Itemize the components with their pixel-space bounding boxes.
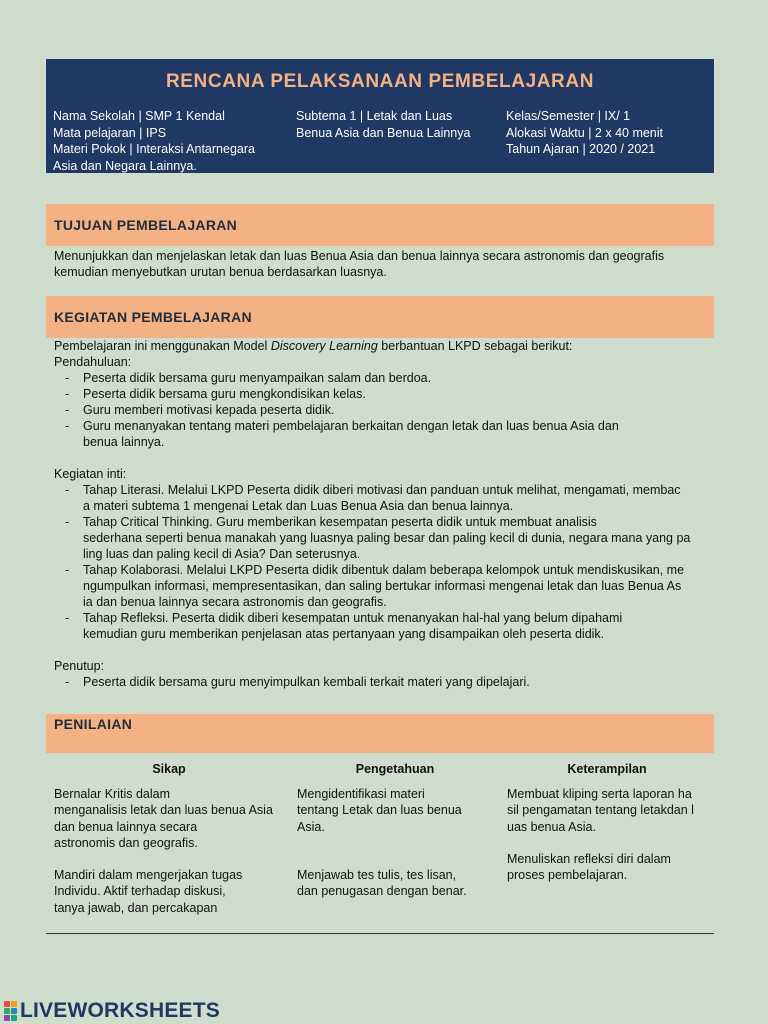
- section-tujuan-header: [46, 204, 714, 246]
- list-item-line: kemudian guru memberikan penjelasan atas pertanyaan yang disampaikan oleh peserta didik.: [83, 627, 605, 641]
- list-item: [54, 562, 690, 610]
- text-line: Menuliskan refleksi diri dalam: [507, 852, 671, 866]
- list-item-line: - Guru menanyakan tentang materi pembelajaran berkaitan dengan letak dan luas benua Asia dan: [83, 419, 619, 433]
- list-item-line: sederhana seperti benua manakah yang luasnya paling besar dan paling kecil di dunia, negara mana yang pa: [83, 531, 691, 545]
- section-penilaian-header: [46, 714, 714, 753]
- header-subtheme: [296, 108, 470, 141]
- text-line: tanya jawab, dan percakapan: [54, 900, 218, 915]
- tujuan-text: [54, 248, 664, 280]
- kegiatan-intro: Pembelajaran ini menggunakan Model Discovery Learning berbantuan LKPD sebagai berikut:: [54, 339, 573, 353]
- document-header: [46, 59, 714, 173]
- penutup-list: [54, 674, 690, 690]
- section-heading: TUJUAN PEMBELAJARAN: [54, 217, 238, 233]
- main-topic-cont: Asia dan Negara Lainnya.: [53, 158, 197, 173]
- sikap-block-2: [54, 867, 242, 916]
- list-item: [54, 610, 690, 642]
- text-line: Mengidentifikasi materi: [297, 787, 425, 801]
- pengetahuan-block-2: [297, 867, 467, 900]
- sikap-block-1: [54, 786, 273, 851]
- list-item-line: - Tahap Literasi. Melalui LKPD Peserta didik diberi motivasi dan panduan untuk melihat, mengamati, membac: [83, 483, 681, 497]
- text-line: sil pengamatan tentang letakdan l: [507, 803, 694, 818]
- list-item-line: a materi subtema 1 mengenai Letak dan Luas Benua Asia dan benua lainnya.: [83, 499, 514, 513]
- pendahuluan-list: [54, 370, 690, 450]
- text-line: Mandiri dalam mengerjakan tugas: [54, 868, 243, 882]
- list-item-line: - Peserta didik bersama guru menyimpulkan kembali terkait materi yang dipelajari.: [83, 675, 530, 689]
- text-line: Bernalar Kritis dalam: [54, 787, 171, 801]
- list-item: [54, 482, 690, 514]
- list-item: [54, 402, 690, 418]
- text-line: Asia.: [297, 819, 325, 834]
- list-item-line: - Peserta didik bersama guru mengkondisikan kelas.: [83, 387, 366, 401]
- logo-text: LIVEWORKSHEETS: [20, 999, 220, 1022]
- section-heading: PENILAIAN: [54, 716, 133, 732]
- logo-blocks-icon: [4, 1001, 18, 1021]
- inti-list: [54, 482, 690, 642]
- keterampilan-block-2: [507, 851, 671, 884]
- time-allocation: Alokasi Waktu | 2 x 40 menit: [506, 125, 664, 140]
- list-item-line: ia dan benua lainnya secara astronomis dan geografis.: [83, 595, 387, 609]
- inti-label: Kegiatan inti:: [54, 467, 127, 481]
- text-line: tentang Letak dan luas benua: [297, 803, 462, 818]
- section-kegiatan-header: [46, 296, 714, 338]
- text-line: Individu. Aktif terhadap diskusi,: [54, 884, 226, 899]
- list-item: [54, 514, 690, 562]
- list-item-line: - Peserta didik bersama guru menyampaikan salam dan berdoa.: [83, 371, 432, 385]
- column-title-keterampilan: Keterampilan: [567, 762, 647, 776]
- school-year: Tahun Ajaran | 2020 / 2021: [506, 142, 656, 156]
- text-line: menganalisis letak dan luas benua Asia: [54, 803, 273, 818]
- text-line: astronomis dan geografis.: [54, 835, 198, 850]
- text-line: dan benua lainnya secara: [54, 819, 198, 834]
- list-item-line: - Tahap Critical Thinking. Guru memberikan kesempatan peserta didik untuk membuat analisis: [83, 515, 597, 529]
- class-semester: Kelas/Semester | IX/ 1: [506, 109, 631, 123]
- subject: Mata pelajaran | IPS: [53, 125, 167, 140]
- text-line: proses pembelajaran.: [507, 868, 628, 883]
- text-line: dan penugasan dengan benar.: [297, 884, 467, 899]
- list-item-line: - Tahap Refleksi. Peserta didik diberi kesempatan untuk menanyakan hal-hal yang belum dipahami: [83, 611, 623, 625]
- list-item: [54, 386, 690, 402]
- list-item: [54, 370, 690, 386]
- list-item-line: ling luas dan paling kecil di Asia? Dan seterusnya.: [83, 547, 361, 561]
- list-item: [54, 674, 690, 690]
- list-item-line: - Guru memberi motivasi kepada peserta didik.: [83, 403, 335, 417]
- kegiatan-text: [54, 338, 690, 690]
- column-title-sikap: Sikap: [152, 762, 186, 776]
- main-topic: Materi Pokok | Interaksi Antarnegara: [53, 142, 255, 156]
- text-line: Menjawab tes tulis, tes lisan,: [297, 868, 457, 882]
- list-item-line: benua lainnya.: [83, 435, 165, 449]
- text-line: Membuat kliping serta laporan ha: [507, 787, 692, 801]
- school-name: Nama Sekolah | SMP 1 Kendal: [53, 109, 225, 123]
- divider: [46, 933, 714, 934]
- header-school-info: [53, 108, 255, 174]
- section-heading: KEGIATAN PEMBELAJARAN: [54, 309, 252, 325]
- list-item-line: - Tahap Kolaborasi. Melalui LKPD Peserta didik dibentuk dalam beberapa kelompok untuk mendiskusikan, me: [83, 563, 685, 577]
- liveworksheets-logo[interactable]: [4, 998, 220, 1024]
- subtheme: Subtema 1 | Letak dan Luas: [296, 109, 453, 123]
- penutup-label: Penutup:: [54, 659, 105, 673]
- text-line: uas benua Asia.: [507, 819, 596, 834]
- pendahuluan-label: Pendahuluan:: [54, 355, 132, 369]
- paragraph-line: kemudian menyebutkan urutan benua berdasarkan luasnya.: [54, 265, 387, 279]
- keterampilan-block-1: [507, 786, 694, 835]
- document-title: RENCANA PELAKSANAAN PEMBELAJARAN: [165, 71, 595, 92]
- paragraph-line: Menunjukkan dan menjelaskan letak dan luas Benua Asia dan benua lainnya secara astronomis dan geografis: [54, 249, 665, 263]
- list-item: [54, 418, 690, 450]
- pengetahuan-block-1: [297, 786, 462, 835]
- header-class-info: [506, 108, 663, 158]
- subtheme-cont: Benua Asia dan Benua Lainnya: [296, 125, 471, 140]
- list-item-line: ngumpulkan informasi, mempresentasikan, dan saling bertukar informasi mengenai letak dan luas Benua As: [83, 579, 682, 593]
- column-title-pengetahuan: Pengetahuan: [355, 762, 435, 776]
